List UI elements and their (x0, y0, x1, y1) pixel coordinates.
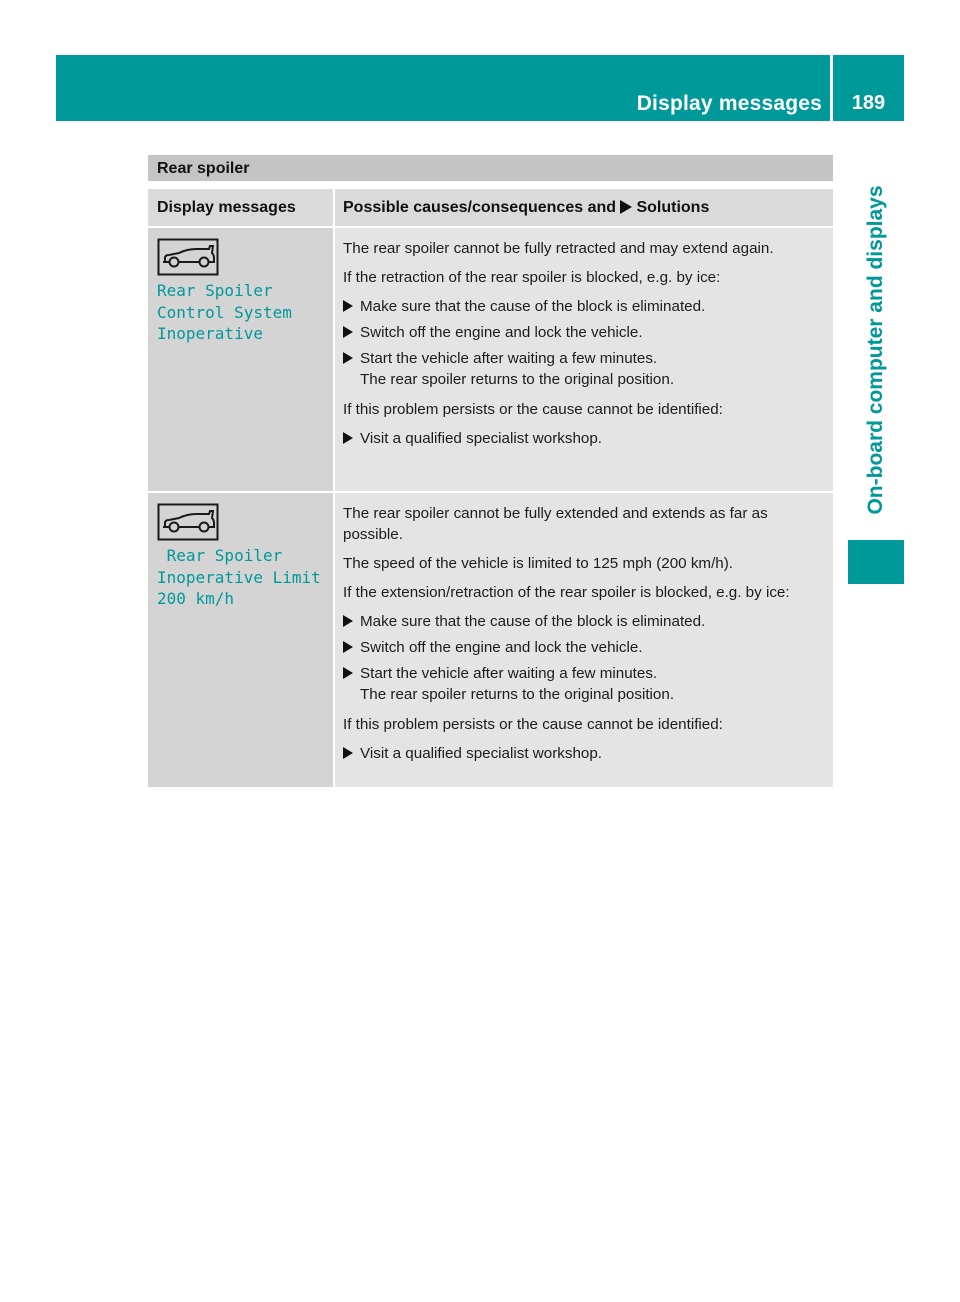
column-header-display-messages: Display messages (148, 189, 335, 226)
step-arrow-icon (343, 352, 353, 364)
condition-text: If the extension/retraction of the rear spoiler is blocked, e.g. by ice: (343, 584, 790, 601)
solution-step: Visit a qualified specialist workshop. (343, 428, 825, 449)
column-header-causes-prefix: Possible causes/consequences and (343, 199, 617, 216)
step-result: The rear spoiler returns to the original position. (360, 371, 675, 388)
side-marker (848, 540, 904, 584)
solution-step: Start the vehicle after waiting a few minutes. The rear spoiler returns to the original position. (343, 348, 825, 390)
section-title: Rear spoiler (157, 160, 250, 177)
cause-text: The rear spoiler cannot be fully extended and extends as far as possible. (343, 505, 768, 543)
display-message-line: Inoperative Limit (157, 567, 321, 587)
arrow-icon (620, 200, 632, 214)
side-tab-label: On-board computer and displays (864, 185, 887, 515)
step-arrow-icon (343, 300, 353, 312)
causes-cell (335, 493, 833, 787)
display-message-line: Rear Spoiler (157, 546, 283, 565)
display-message-cell (148, 228, 335, 491)
solution-step: Make sure that the cause of the block is eliminated. (343, 296, 825, 317)
display-message-text (157, 280, 333, 345)
column-header-causes-suffix: Solutions (636, 199, 710, 216)
step-arrow-icon (343, 747, 353, 759)
table-header (148, 189, 833, 226)
step-arrow-icon (343, 432, 353, 444)
display-message-line: Control System (157, 302, 292, 322)
page-number: 189 (851, 92, 886, 114)
solution-step: Switch off the engine and lock the vehicle. (343, 322, 825, 343)
step-arrow-icon (343, 326, 353, 338)
display-message-cell (148, 493, 335, 787)
table-row (148, 491, 833, 787)
solution-step: Make sure that the cause of the block is eliminated. (343, 611, 825, 632)
table-row (148, 226, 833, 491)
car-spoiler-icon (157, 238, 219, 276)
persist-text: If this problem persists or the cause cannot be identified: (343, 716, 723, 733)
step-arrow-icon (343, 641, 353, 653)
page-title: Display messages (636, 92, 822, 115)
display-messages-table (148, 189, 833, 787)
solution-step: Visit a qualified specialist workshop. (343, 743, 825, 764)
persist-text: If this problem persists or the cause cannot be identified: (343, 401, 723, 418)
display-message-text (157, 545, 333, 610)
condition-text: If the retraction of the rear spoiler is blocked, e.g. by ice: (343, 269, 721, 286)
speed-note-text: The speed of the vehicle is limited to 125 mph (200 km/h). (343, 555, 734, 572)
step-arrow-icon (343, 667, 353, 679)
solution-step: Switch off the engine and lock the vehicle. (343, 637, 825, 658)
step-result: The rear spoiler returns to the original position. (360, 686, 675, 703)
solution-step: Start the vehicle after waiting a few minutes. The rear spoiler returns to the original position. (343, 663, 825, 705)
cause-text: The rear spoiler cannot be fully retracted and may extend again. (343, 240, 774, 257)
step-arrow-icon (343, 615, 353, 627)
section-bar (148, 155, 833, 181)
column-header-causes (335, 189, 833, 226)
display-message-line: Inoperative (157, 324, 263, 343)
car-spoiler-icon (157, 503, 219, 541)
causes-cell (335, 228, 833, 491)
display-message-line: 200 km/h (157, 589, 235, 608)
display-message-line: Rear Spoiler (157, 281, 273, 300)
